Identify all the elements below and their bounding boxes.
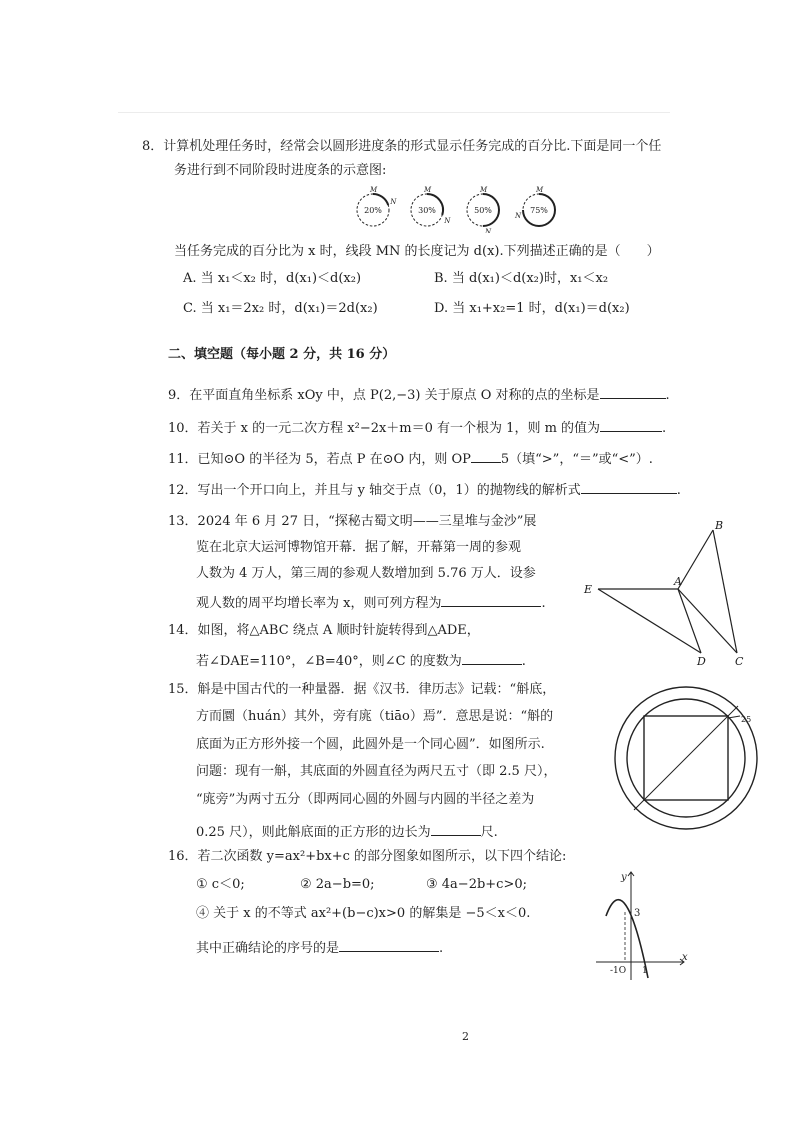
q14-line-1: 14．如图，将△ABC 绕点 A 顺时针旋转得到△ADE， <box>168 623 480 638</box>
segment-bc <box>713 530 737 653</box>
label-c: C <box>735 655 744 668</box>
q16-ask <box>196 937 443 958</box>
q12-answer-blank[interactable] <box>581 479 677 494</box>
graph-y-label: y <box>621 872 627 883</box>
gap-label: 25 <box>741 715 752 724</box>
q16-line-1: 16．若二次函数 y=ax²+bx+c 的部分图象如图所示，以下四个结论: <box>168 849 567 864</box>
q15-end: 尺. <box>480 825 498 840</box>
q8-option-c[interactable]: C. 当 x₁＝2x₂ 时，d(x₁)＝2d(x₂) <box>183 301 378 316</box>
point-n-label-2: N <box>444 216 451 225</box>
q12-end: . <box>676 483 681 498</box>
q13-line-3: 人数为 4 万人，第三周的参观人数增加到 5.76 万人．设参 <box>196 566 536 581</box>
progress-label-1: 20% <box>364 206 382 215</box>
q14-line-2 <box>196 650 526 671</box>
q14-end: . <box>521 654 526 669</box>
q9-end: . <box>665 388 670 403</box>
point-m-label-2: M <box>424 186 432 194</box>
q16-end: . <box>439 941 444 956</box>
point-m-label-4: M <box>536 186 544 194</box>
q11 <box>168 448 653 469</box>
graph-origin-label: -1O <box>610 966 627 976</box>
progress-label-2: 30% <box>418 206 436 215</box>
segment-ed <box>598 589 701 653</box>
q15-line-3: 底面为正方形外接一个圆，此圆外是一个同心圆”．如图所示. <box>196 737 545 752</box>
q11-end: 5（填“>”，“＝”或“<”）. <box>500 452 653 467</box>
q14-line-2-text: 若∠DAE=110°，∠B=40°，则∠C 的度数为 <box>196 654 462 669</box>
q10-text: 10．若关于 x 的一元二次方程 x²−2x＋m＝0 有一个根为 1，则 m 的值为 <box>168 421 601 436</box>
q15-answer-blank[interactable] <box>431 821 481 836</box>
q8-line-2: 务进行到不同阶段时进度条的示意图: <box>174 163 387 178</box>
rotation-triangle-figure <box>580 515 760 670</box>
point-n-label-1: N <box>390 198 397 207</box>
progress-circles-figure <box>350 183 565 233</box>
point-m-label-1: M <box>370 186 378 194</box>
q8-option-b[interactable]: B. 当 d(x₁)＜d(x₂)时，x₁＜x₂ <box>434 271 609 286</box>
q8-stem: 当任务完成的百分比为 x 时，线段 MN 的长度记为 d(x).下列描述正确的是（ ） <box>174 244 660 259</box>
progress-label-4: 75% <box>530 206 548 215</box>
q15-line-2: 方而圜（huán）其外，旁有庣（tiāo）焉”．意思是说：“斛的 <box>196 709 554 724</box>
q13-line-4 <box>196 592 546 613</box>
q11-answer-blank[interactable] <box>471 448 501 463</box>
q12-text: 12．写出一个开口向上，并且与 y 轴交于点（0，1）的抛物线的解析式 <box>168 483 581 498</box>
q13-line-4-text: 观人数的周平均增长率为 x，则可列方程为 <box>196 596 442 611</box>
graph-x-label: x <box>682 952 688 963</box>
diagonal-line <box>634 706 738 810</box>
label-d: D <box>697 655 706 668</box>
page-number: 2 <box>462 1030 469 1043</box>
q13-end: . <box>541 596 546 611</box>
point-n-label-3: N <box>485 228 492 233</box>
label-b: B <box>715 519 724 532</box>
q10-end: . <box>662 421 667 436</box>
parabola-graph-figure <box>592 868 692 988</box>
gap-marker <box>728 716 740 718</box>
q12 <box>168 479 681 500</box>
q16-conclusion-1: ① c＜0; <box>196 877 245 892</box>
q15-line-6 <box>196 821 498 842</box>
label-a: A <box>674 575 682 588</box>
q15-line-1: 15．斛是中国古代的一种量器．据《汉书．律历志》记载：“斛底， <box>168 682 556 697</box>
q13-line-1: 13．2024 年 6 月 27 日，“探秘古蜀文明——三星堆与金沙”展 <box>168 514 537 529</box>
q15-line-5: “庣旁”为两寸五分（即两同心圆的外圆与内圆的半径之差为 <box>196 792 535 807</box>
q8-line-1: 8．计算机处理任务时，经常会以圆形进度条的形式显示任务完成的百分比.下面是同一个任 <box>142 139 662 154</box>
point-n-label-4: N <box>515 212 522 220</box>
segment-ad <box>678 589 701 653</box>
q10 <box>168 417 666 438</box>
q13-line-2: 览在北京大运河博物馆开幕．据了解，开幕第一周的参观 <box>196 540 522 555</box>
q8-option-a[interactable]: A. 当 x₁＜x₂ 时，d(x₁)＜d(x₂) <box>183 271 362 286</box>
graph-intercept-label: 3 <box>634 908 641 919</box>
q13-answer-blank[interactable] <box>441 592 541 607</box>
q8-option-d[interactable]: D. 当 x₁+x₂=1 时，d(x₁)＝d(x₂) <box>434 301 630 316</box>
q15-line-6-text: 0.25 尺），则此斛底面的正方形的边长为 <box>196 825 431 840</box>
q14-answer-blank[interactable] <box>462 650 522 665</box>
hu-vessel-figure <box>610 682 764 836</box>
segment-ab <box>678 530 713 589</box>
q9-text: 9．在平面直角坐标系 xOy 中，点 P(2,−3) 关于原点 O 对称的点的坐标是 <box>168 388 600 403</box>
page-top-edge <box>118 112 670 113</box>
q16-ask-text: 其中正确结论的序号的是 <box>196 941 340 956</box>
q16-answer-blank[interactable] <box>339 937 439 952</box>
segment-ac <box>678 589 737 653</box>
q9 <box>168 384 670 405</box>
q9-answer-blank[interactable] <box>600 384 666 399</box>
section-2-title: 二、填空题（每小题 2 分，共 16 分） <box>168 347 396 362</box>
q15-line-4: 问题：现有一斛，其底面的外圆直径为两尺五寸（即 2.5 尺）， <box>196 764 557 779</box>
q16-conclusion-4: ④ 关于 x 的不等式 ax²+(b−c)x>0 的解集是 −5＜x＜0. <box>196 906 531 921</box>
progress-label-3: 50% <box>474 206 492 215</box>
q10-answer-blank[interactable] <box>600 417 662 432</box>
progress-arc-1 <box>373 194 388 205</box>
q11-text: 11．已知⊙O 的半径为 5，若点 P 在⊙O 内，则 OP <box>168 452 471 467</box>
label-e: E <box>584 583 593 596</box>
graph-one-label: 1 <box>642 966 648 976</box>
point-m-label-3: M <box>480 186 488 194</box>
q16-conclusion-2: ② 2a−b=0; <box>300 877 375 892</box>
q16-conclusion-3: ③ 4a−2b+c>0; <box>426 877 528 892</box>
